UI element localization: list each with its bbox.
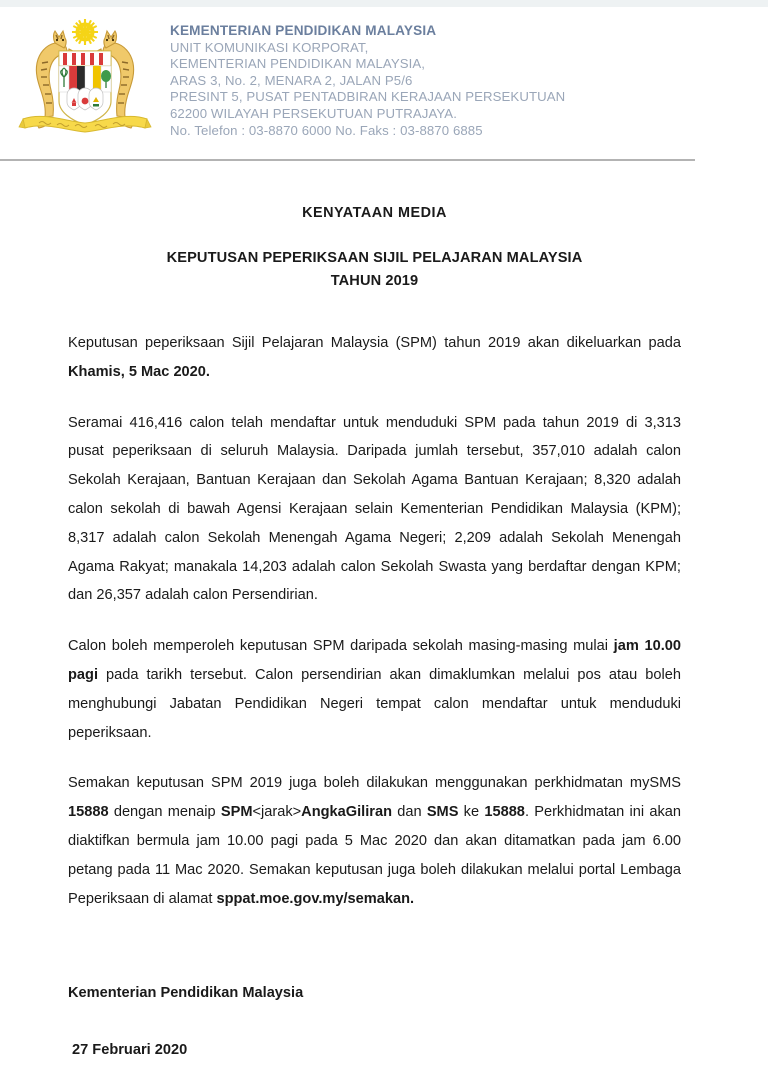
page-top-edge-strip <box>0 0 768 7</box>
letterhead-line-4: ARAS 3, No. 2, MENARA 2, JALAN P5/6 <box>170 72 413 88</box>
signature-organisation: Kementerian Pendidikan Malaysia <box>68 985 304 1002</box>
page-title <box>68 247 681 293</box>
letterhead-ministry-name: KEMENTERIAN PENDIDIKAN MALAYSIA <box>170 23 437 38</box>
sms-shortcode-1: 15888 <box>68 804 109 821</box>
page-title-line-2: TAHUN 2019 <box>330 273 419 289</box>
letterhead <box>0 14 768 144</box>
paragraph-release-date <box>68 329 681 387</box>
paragraph-result-collection <box>68 632 681 747</box>
p4-text-d: dan <box>392 804 427 821</box>
letterhead-contact-line: No. Telefon : 03-8870 6000 No. Faks : 03-8870 6885 <box>170 122 483 138</box>
sms-shortcode-2: 15888 <box>484 804 525 821</box>
p3-text-a: Calon boleh memperoleh keputusan SPM daripada sekolah masing-masing mulai <box>68 638 614 655</box>
sms-keyword-space-placeholder: <jarak> <box>252 804 302 821</box>
letterhead-address-block <box>170 14 768 139</box>
malaysian-coat-of-arms-icon <box>0 14 170 144</box>
sms-keyword-spm: SPM <box>220 804 253 821</box>
signature-block <box>68 979 681 1065</box>
title-block <box>68 205 681 293</box>
letterhead-line-3: KEMENTERIAN PENDIDIKAN MALAYSIA, <box>170 56 426 72</box>
page-title-line-1: KEPUTUSAN PEPERIKSAAN SIJIL PELAJARAN MALAYSIA <box>166 250 583 266</box>
p1-text: Keputusan peperiksaan Sijil Pelajaran Malaysia (SPM) tahun 2019 akan dikeluarkan pada <box>68 335 681 351</box>
sms-keyword-angkagiliran: AngkaGiliran <box>301 804 392 821</box>
sms-label: SMS <box>426 804 459 821</box>
paragraph-candidate-statistics: Seramai 416,416 calon telah mendaftar untuk menduduki SPM pada tahun 2019 di 3,313 pusat peperiksaan di seluruh Malaysia. Daripada jumlah tersebut, 357,010 adalah calon Sekolah Kerajaan, Bantuan Kerajaan dan Sekolah Agama Bantuan Kerajaan; 8,320 adalah calon sekolah di bawah Agensi Kerajaan selain Kementerian Pendidikan Malaysia (KPM); 8,317 adalah calon Sekolah Menengah Agama Negeri; 2,209 adalah Sekolah Menengah Agama Rakyat; manakala 14,203 adalah calon Sekolah Swasta yang berdaftar dengan KPM; dan 26,357 adalah calon Persendirian. <box>68 414 681 604</box>
letterhead-divider <box>0 159 695 161</box>
letterhead-line-2: UNIT KOMUNIKASI KORPORAT, <box>170 39 369 55</box>
p4-text-c: dengan menaip <box>108 804 221 821</box>
document-body <box>68 205 681 1065</box>
p3-text-c: pada tarikh tersebut. Calon persendirian akan dimaklumkan melalui pos atau boleh menghubungi Jabatan Pendidikan Negeri tempat calon mendaftar untuk menduduki peperiksaan. <box>68 666 681 741</box>
paragraph-sms-checking <box>68 769 681 913</box>
letterhead-line-6: 62200 WILAYAH PERSEKUTUAN PUTRAJAYA. <box>170 105 457 121</box>
document-kicker: KENYATAAN MEDIA <box>302 205 447 221</box>
release-date-value: Khamis, 5 Mac 2020. <box>68 363 210 380</box>
p4-text-a: Semakan keputusan SPM 2019 juga boleh dilakukan menggunakan perkhidmatan mySMS <box>68 775 681 792</box>
p4-text-f: . Perkhidmatan ini akan diaktifkan bermula jam 10.00 pagi pada 5 Mac 2020 dan akan ditamatkan pada jam 6.00 petang pada 11 Mac 2020. Semakan keputusan juga boleh dilakukan melalui portal Lembaga Peperiksaan di alamat <box>68 804 681 907</box>
p4-text-e: ke <box>458 804 485 821</box>
signature-date: 27 Februari 2020 <box>72 1042 188 1059</box>
portal-url[interactable]: sppat.moe.gov.my/semakan. <box>216 890 415 907</box>
release-time-value: jam 10.00 pagi <box>68 638 681 683</box>
letterhead-line-5: PRESINT 5, PUSAT PENTADBIRAN KERAJAAN PERSEKUTUAN <box>170 89 566 105</box>
